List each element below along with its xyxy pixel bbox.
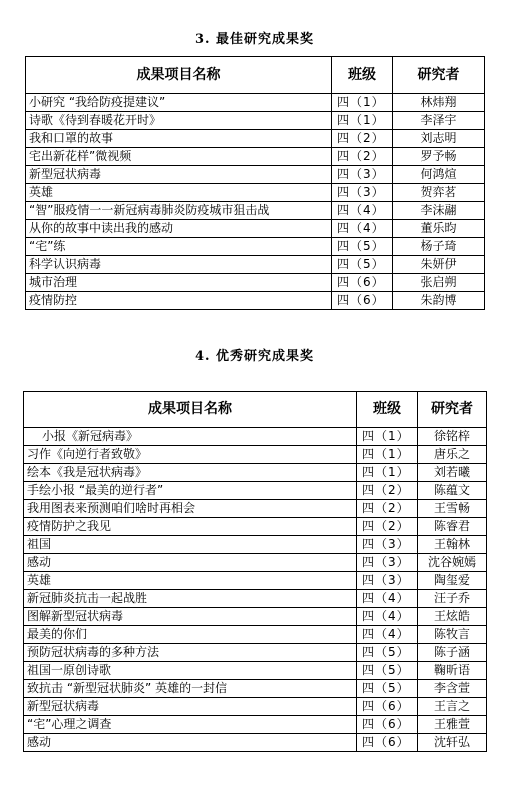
table-row — [24, 662, 487, 680]
column-header-class: 班级 — [357, 392, 418, 428]
table-row — [24, 500, 487, 518]
column-header-class: 班级 — [332, 57, 393, 94]
table-row — [24, 734, 487, 752]
table-row — [24, 446, 487, 464]
researcher-cell: 李含萱 — [418, 680, 487, 698]
column-header-researcher: 研究者 — [418, 392, 487, 428]
column-header-project: 成果项目名称 — [24, 392, 357, 428]
researcher-cell: 徐铭梓 — [418, 428, 487, 446]
class-cell: 四（6） — [357, 716, 418, 734]
class-cell: 四（6） — [332, 292, 393, 310]
researcher-cell: 贺弈茗 — [393, 184, 485, 202]
table-row — [26, 130, 485, 148]
project-name-cell: 小报《新冠病毒》 — [24, 428, 357, 446]
project-name-cell: 城市治理 — [26, 274, 332, 292]
project-name-cell: 小研究 “我给防疫提建议” — [26, 94, 332, 112]
class-cell: 四（5） — [332, 256, 393, 274]
class-cell: 四（5） — [357, 662, 418, 680]
researcher-cell: 陈睿君 — [418, 518, 487, 536]
class-cell: 四（5） — [357, 644, 418, 662]
project-name-cell: “宅”练 — [26, 238, 332, 256]
class-cell: 四（2） — [332, 148, 393, 166]
researcher-cell: 何鸿煊 — [393, 166, 485, 184]
project-name-cell: 图解新型冠状病毒 — [24, 608, 357, 626]
researcher-cell: 王炫皓 — [418, 608, 487, 626]
section-title-best-research: 3. 最佳研究成果奖 — [194, 32, 315, 47]
researcher-cell: 陈子涵 — [418, 644, 487, 662]
table-row — [24, 554, 487, 572]
class-cell: 四（4） — [357, 608, 418, 626]
table-row — [24, 716, 487, 734]
class-cell: 四（2） — [357, 482, 418, 500]
project-name-cell: 从你的故事中读出我的感动 — [26, 220, 332, 238]
project-name-cell: 科学认识病毒 — [26, 256, 332, 274]
researcher-cell: 李沫翮 — [393, 202, 485, 220]
class-cell: 四（4） — [357, 626, 418, 644]
table-row — [24, 464, 487, 482]
table-row — [26, 94, 485, 112]
table-row — [26, 148, 485, 166]
table-row — [26, 256, 485, 274]
researcher-cell: 汪子乔 — [418, 590, 487, 608]
researcher-cell: 沈轩弘 — [418, 734, 487, 752]
researcher-cell: 王雪畅 — [418, 500, 487, 518]
table-row — [24, 536, 487, 554]
researcher-cell: 张启朔 — [393, 274, 485, 292]
table-body — [26, 94, 485, 310]
researcher-cell: 陈蕴文 — [418, 482, 487, 500]
table-header-row — [24, 392, 487, 428]
researcher-cell: 陶玺爱 — [418, 572, 487, 590]
researcher-cell: 朱韵博 — [393, 292, 485, 310]
table-row — [26, 274, 485, 292]
project-name-cell: 感动 — [24, 734, 357, 752]
class-cell: 四（4） — [332, 220, 393, 238]
table-row — [24, 428, 487, 446]
class-cell: 四（3） — [332, 184, 393, 202]
project-name-cell: 预防冠状病毒的多种方法 — [24, 644, 357, 662]
project-name-cell: 我用图表来预测咱们啥时再相会 — [24, 500, 357, 518]
researcher-cell: 王言之 — [418, 698, 487, 716]
researcher-cell: 刘若曦 — [418, 464, 487, 482]
class-cell: 四（1） — [357, 446, 418, 464]
table-row — [24, 680, 487, 698]
table-row — [24, 482, 487, 500]
class-cell: 四（3） — [357, 554, 418, 572]
researcher-cell: 唐乐之 — [418, 446, 487, 464]
project-name-cell: 新型冠状病毒 — [26, 166, 332, 184]
project-name-cell: 英雄 — [24, 572, 357, 590]
best-research-awards-table — [25, 56, 485, 310]
project-name-cell: 疫情防护之我见 — [24, 518, 357, 536]
class-cell: 四（1） — [332, 112, 393, 130]
class-cell: 四（6） — [357, 698, 418, 716]
table-row — [26, 238, 485, 256]
class-cell: 四（2） — [332, 130, 393, 148]
section-title-excellent-research: 4. 优秀研究成果奖 — [194, 349, 315, 364]
project-name-cell: “智”服疫情一一新冠病毒肺炎防疫城市狙击战 — [26, 202, 332, 220]
project-name-cell: 感动 — [24, 554, 357, 572]
table-body — [24, 428, 487, 752]
project-name-cell: 英雄 — [26, 184, 332, 202]
researcher-cell: 朱妍伊 — [393, 256, 485, 274]
class-cell: 四（2） — [357, 500, 418, 518]
class-cell: 四（3） — [357, 536, 418, 554]
researcher-cell: 董乐昀 — [393, 220, 485, 238]
researcher-cell: 罗予畅 — [393, 148, 485, 166]
class-cell: 四（1） — [357, 428, 418, 446]
column-header-researcher: 研究者 — [393, 57, 485, 94]
table-row — [24, 626, 487, 644]
researcher-cell: 陈牧言 — [418, 626, 487, 644]
table-row — [24, 608, 487, 626]
project-name-cell: 习作《向逆行者致敬》 — [24, 446, 357, 464]
class-cell: 四（6） — [332, 274, 393, 292]
class-cell: 四（3） — [357, 572, 418, 590]
researcher-cell: 沈谷婉嫣 — [418, 554, 487, 572]
excellent-research-awards-table — [23, 391, 487, 752]
project-name-cell: 我和口罩的故事 — [26, 130, 332, 148]
table-row — [24, 572, 487, 590]
class-cell: 四（5） — [332, 238, 393, 256]
project-name-cell: “宅”心理之调查 — [24, 716, 357, 734]
researcher-cell: 李泽宇 — [393, 112, 485, 130]
researcher-cell: 王翰林 — [418, 536, 487, 554]
project-name-cell: 手绘小报 “最美的逆行者” — [24, 482, 357, 500]
researcher-cell: 王雅萱 — [418, 716, 487, 734]
researcher-cell: 刘志明 — [393, 130, 485, 148]
project-name-cell: 最美的你们 — [24, 626, 357, 644]
table-row — [24, 644, 487, 662]
class-cell: 四（4） — [357, 590, 418, 608]
project-name-cell: 新冠肺炎抗击一起战胜 — [24, 590, 357, 608]
table-row — [26, 112, 485, 130]
table-row — [24, 590, 487, 608]
column-header-project: 成果项目名称 — [26, 57, 332, 94]
table-row — [24, 518, 487, 536]
class-cell: 四（6） — [357, 734, 418, 752]
class-cell: 四（3） — [332, 166, 393, 184]
project-name-cell: 疫情防控 — [26, 292, 332, 310]
class-cell: 四（1） — [332, 94, 393, 112]
table-row — [26, 166, 485, 184]
table-row — [26, 184, 485, 202]
table-row — [26, 292, 485, 310]
researcher-cell: 林炜翔 — [393, 94, 485, 112]
project-name-cell: 宅出新花样”微视频 — [26, 148, 332, 166]
project-name-cell: 绘本《我是冠状病毒》 — [24, 464, 357, 482]
researcher-cell: 杨子琦 — [393, 238, 485, 256]
project-name-cell: 祖国 — [24, 536, 357, 554]
project-name-cell: 诗歌《待到春暖花开时》 — [26, 112, 332, 130]
class-cell: 四（5） — [357, 680, 418, 698]
researcher-cell: 鞠昕语 — [418, 662, 487, 680]
project-name-cell: 祖国一原创诗歌 — [24, 662, 357, 680]
class-cell: 四（2） — [357, 518, 418, 536]
table-row — [24, 698, 487, 716]
table-row — [26, 220, 485, 238]
project-name-cell: 新型冠状病毒 — [24, 698, 357, 716]
table-row — [26, 202, 485, 220]
class-cell: 四（1） — [357, 464, 418, 482]
project-name-cell: 致抗击 “新型冠状肺炎” 英雄的一封信 — [24, 680, 357, 698]
class-cell: 四（4） — [332, 202, 393, 220]
table-header-row — [26, 57, 485, 94]
